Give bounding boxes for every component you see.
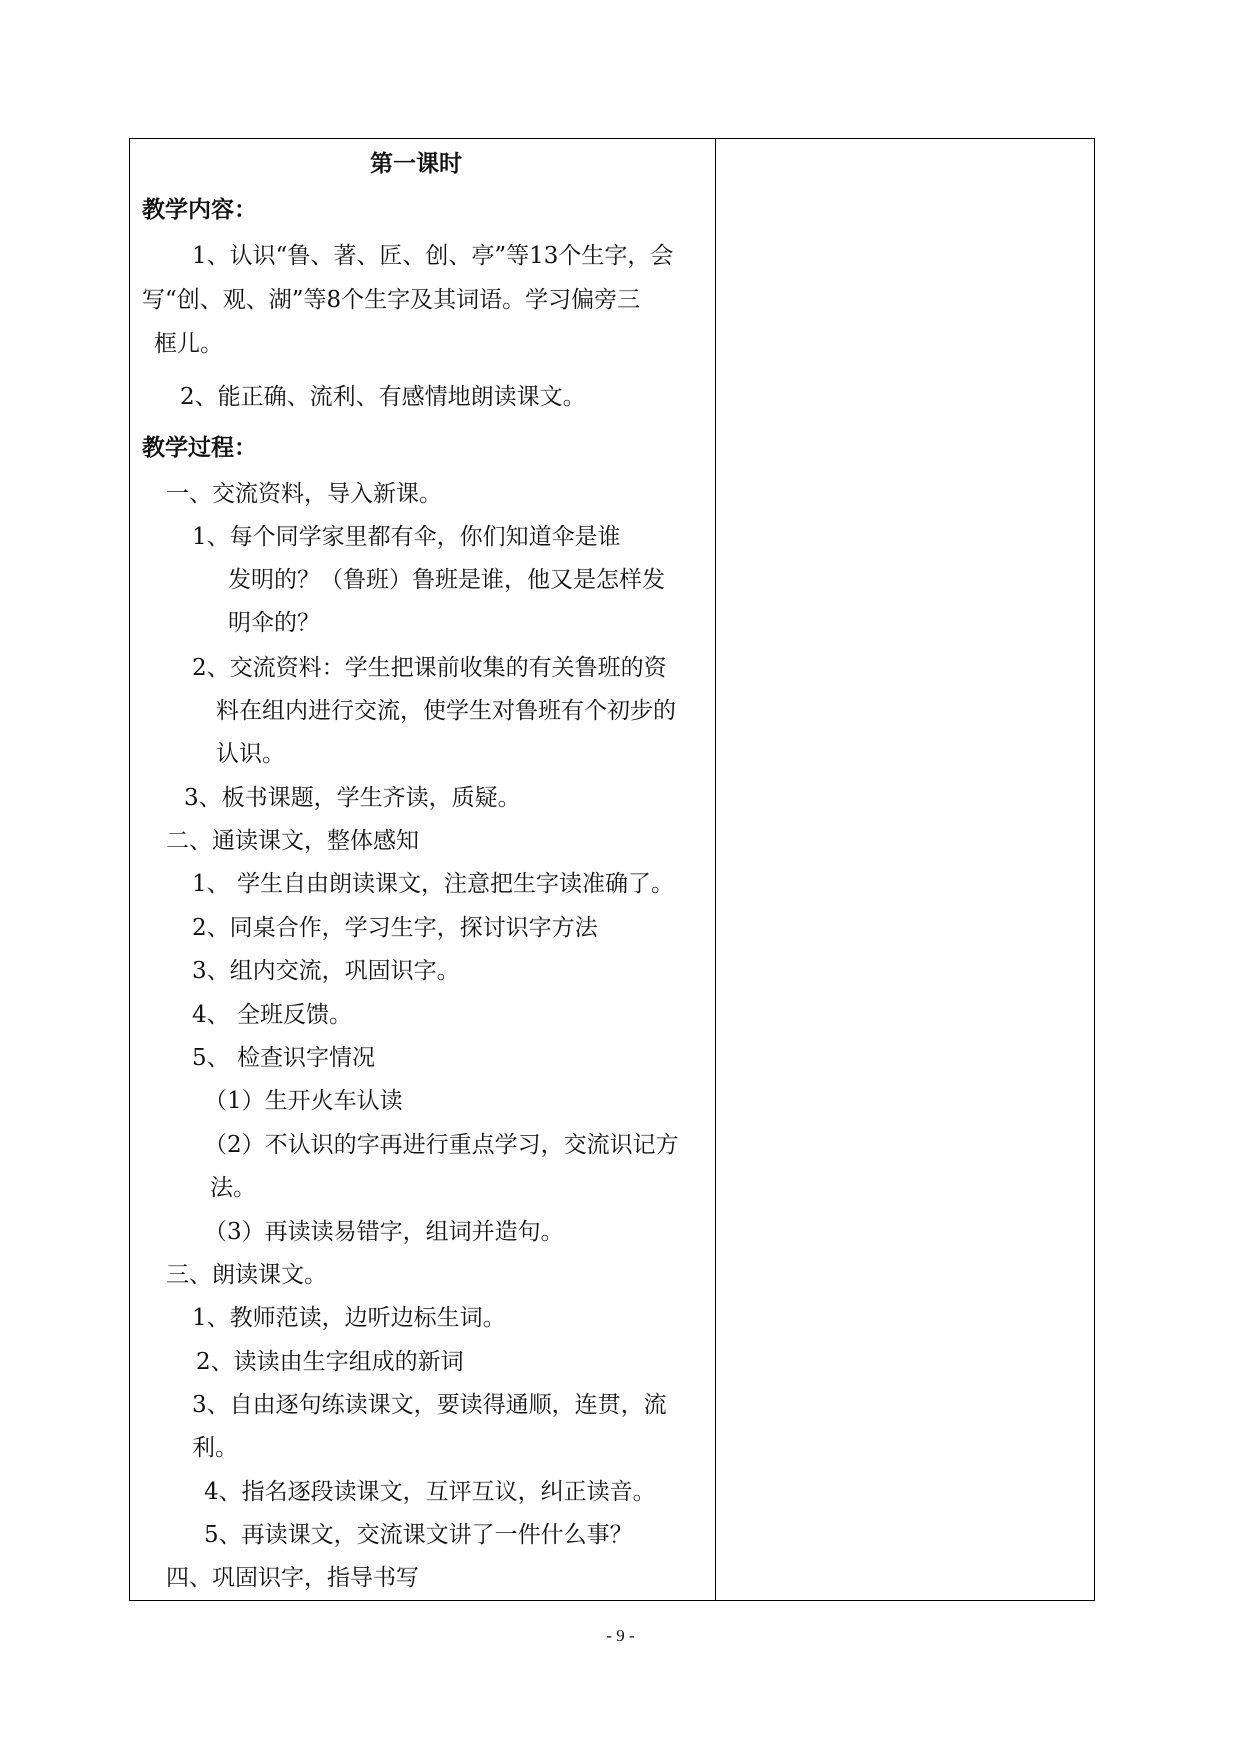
process-line: 1、每个同学家里都有伞，你们知道伞是谁 [192,524,621,550]
process-line: 发明的？（鲁班）鲁班是谁，他又是怎样发 [228,567,665,593]
process-line: 3、板书课题，学生齐读，质疑。 [184,785,521,811]
process-line: 四、巩固识字，指导书写 [166,1565,419,1591]
process-line: 法。 [210,1175,256,1201]
process-line: 料在组内进行交流，使学生对鲁班有个初步的 [216,698,676,724]
process-heading: 教学过程： [142,434,257,461]
process-line: 3、自由逐句练读课文，要读得通顺，连贯，流 [192,1392,667,1418]
process-line: 认识。 [216,741,285,767]
process-line: 4、 全班反馈。 [192,1002,352,1028]
content-line: 2、能正确、流利、有感情地朗读课文。 [180,384,586,410]
process-line: 2、读读由生字组成的新词 [196,1349,464,1375]
process-line: 5、再读课文，交流课文讲了一件什么事？ [204,1522,633,1548]
content-line: 1、认识“鲁、著、匠、创、亭”等13个生字，会 [192,243,674,269]
content-line: 写“创、观、湖”等8个生字及其词语。学习偏旁三 [142,287,641,313]
process-line: 1、 学生自由朗读课文，注意把生字读准确了。 [192,871,674,897]
process-line: 2、交流资料：学生把课前收集的有关鲁班的资 [192,655,667,681]
page-number: - 9 - [606,1626,635,1645]
content-heading: 教学内容： [142,196,257,223]
process-line: 一、交流资料，导入新课。 [166,481,442,507]
lesson-content-column [130,139,716,1600]
process-line: 4、指名逐段读课文，互评互议，纠正读音。 [204,1479,656,1505]
process-line: 二、通读课文，整体感知 [166,828,419,854]
process-line: 2、同桌合作，学习生字，探讨识字方法 [192,915,598,941]
process-line: （2）不认识的字再进行重点学习，交流识记方 [204,1132,679,1158]
process-line: 1、教师范读，边听边标生词。 [192,1305,506,1331]
lesson-table [129,138,1095,1601]
process-line: 利。 [192,1435,238,1461]
process-line: 明伞的？ [228,610,320,636]
lesson-title: 第一课时 [370,150,462,177]
notes-column [716,139,1094,1600]
process-line: 5、 检查识字情况 [192,1045,375,1071]
process-line: （3）再读读易错字，组词并造句。 [204,1219,564,1245]
process-line: 3、组内交流，巩固识字。 [192,958,460,984]
process-line: （1）生开火车认读 [204,1088,403,1114]
content-line: 框儿。 [154,331,223,357]
process-line: 三、朗读课文。 [166,1262,327,1288]
